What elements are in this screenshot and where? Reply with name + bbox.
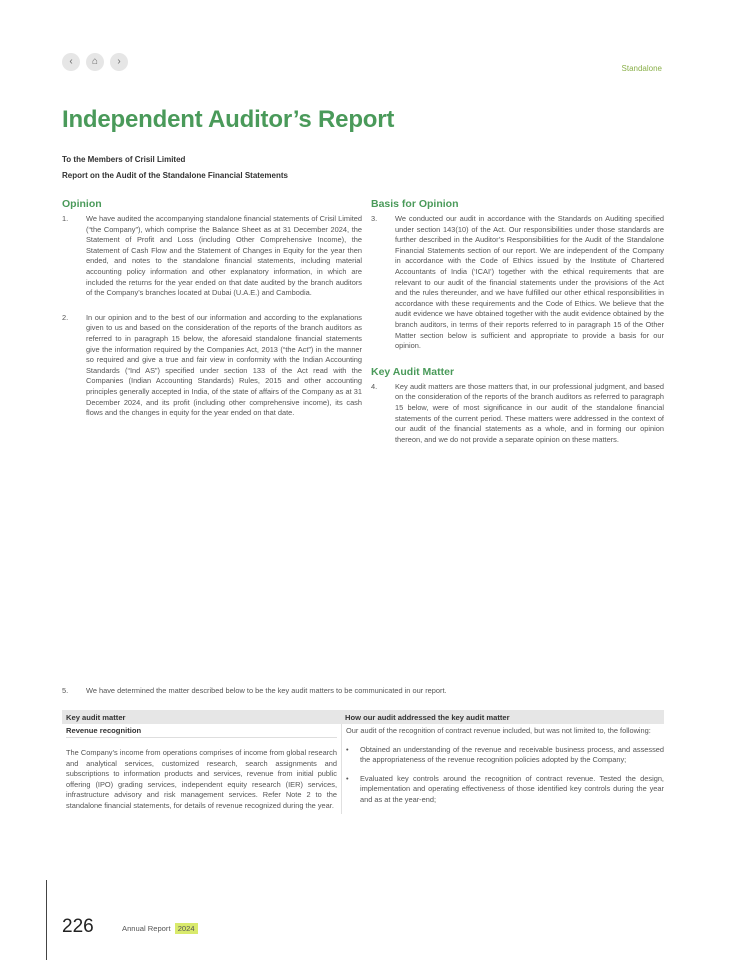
paragraph-text: We conducted our audit in accordance with the Standards on Auditing specified under section 143(10) of the Act. Our responsibilities under those standards are further described in the Auditor’s Responsibilities for the Audit of the Standalone Financial Statements section of our report. We are independent of the Company in accordance with the Code of Ethics issued by the Institute of Chartered Accountants of India (‘ICAI’) together with the ethical requirements that are relevant to our audit of the financial statements under the provisions of the Act and the rules thereunder, and we have fulfilled our other ethical responsibilities in accordance with these requirements and the Code of Ethics. We believe that the audit evidence we have obtained together with the audit evidence obtained by the branch auditors, in terms of their reports referred to in paragraph 15 of the Other Matter section below is sufficient and appropriate to provide a basis for our opinion. xyxy=(395,214,664,351)
bullet-icon: • xyxy=(346,773,349,783)
paragraph-number: 4. xyxy=(371,381,378,391)
list-item: • Obtained an understanding of the revenue and receivable business process, and assessed the appropriateness of the revenue recognition policies adopted by the Company; xyxy=(346,744,664,765)
left-column xyxy=(62,198,362,419)
paragraph-2 xyxy=(62,313,362,419)
report-intro xyxy=(62,152,288,184)
column-header: Key audit matter xyxy=(66,712,126,722)
bullet-icon: • xyxy=(346,744,349,754)
paragraph-text: Key audit matters are those matters that, in our professional judgment, and based on the consideration of the reports of the branch auditors as referred to paragraph 15 below, were of most significance in our audit of the standalone financial statements of the current period. These matters were addressed in the context of our audit of the financial statements as a whole, and in forming our opinion thereon, and we do not provide a separate opinion on these matters. xyxy=(395,381,664,444)
chevron-left-icon[interactable]: ‹ xyxy=(62,53,80,71)
paragraph-number: 5. xyxy=(62,686,69,695)
addressee: To the Members of Crisil Limited xyxy=(62,155,186,164)
table-cell xyxy=(62,724,341,814)
column-header: How our audit addressed the key audit matter xyxy=(345,712,510,722)
paragraph-5 xyxy=(62,686,664,695)
home-icon[interactable]: ⌂ xyxy=(86,53,104,71)
table-row xyxy=(62,724,664,814)
key-audit-matter-table xyxy=(62,710,664,814)
report-subtitle: Report on the Audit of the Standalone Financial Statements xyxy=(62,171,288,180)
page-number: 226 xyxy=(62,916,94,937)
opinion-heading: Opinion xyxy=(62,198,102,210)
paragraph-text: In our opinion and to the best of our information and according to the explanations given to us and based on the consideration of the reports of the branch auditors as referred to in paragraph 15 below, the aforesaid standalone financial statements give the information required by the Companies Act, 2013 (“the Act”) in the manner so required and give a true and fair view in conformity with the Indian Accounting Standards (“Ind AS”) specified under section 133 of the Act read with the Companies (Indian Accounting Standards) Rules, 2015 and other accounting principles generally accepted in India, of the state of affairs of the Company as at 31 December 2024, and its profit (including other comprehensive income), its cash flows and the changes in equity for the year ended on that date. xyxy=(86,312,362,418)
basis-heading: Basis for Opinion xyxy=(371,198,459,210)
paragraph-1 xyxy=(62,214,362,299)
footer-divider xyxy=(46,880,47,960)
chevron-right-icon[interactable]: › xyxy=(110,53,128,71)
paragraph-number: 3. xyxy=(371,214,378,223)
paragraph-text: We have audited the accompanying standalone financial statements of Crisil Limited (“the Company”), which comprise the Balance Sheet as at 31 December 2024, the Statement of Profit and Loss (including Other Comprehensive Income), the Statement of Cash Flow and the Statement of Changes in Equity for the year then ended, and notes to the standalone financial statements, including material accounting policy information and other explanatory information, in which are included the returns for the year ended on that date audited by the branch auditors of the Company’s branches located at Dubai (U.A.E.) and Cambodia. xyxy=(86,214,362,298)
paragraph-4 xyxy=(371,382,664,446)
report-year: 2024 xyxy=(175,923,198,934)
key-audit-matter-heading: Key Audit Matter xyxy=(371,365,455,378)
matter-description: The Company’s income from operations comprises of income from global research and analytical services, customized research, search assignments and subscriptions to information products and services, revenue from initial public offering (IPO) grading services, independent equity research (IER) services, infrastructure advisory and risk management services. Refer Note 2 to the standalone financial statements, for details of revenue recognized during the year. xyxy=(66,748,337,810)
paragraph-text: We have determined the matter described below to be the key audit matters to be communicated in our report. xyxy=(86,686,447,695)
report-name: Annual Report xyxy=(122,924,171,933)
right-column xyxy=(371,198,664,445)
list-item: • Evaluated key controls around the recognition of contract revenue. Tested the design, implementation and operating effectiveness of those identified key controls during the year and as at the year-end; xyxy=(346,773,664,804)
paragraph-3 xyxy=(371,214,664,352)
table-cell xyxy=(341,724,664,814)
page-navigation xyxy=(62,53,128,71)
paragraph-number: 1. xyxy=(62,214,69,223)
page-title: Independent Auditor’s Report xyxy=(62,106,395,133)
procedures-intro: Our audit of the recognition of contract revenue included, but was not limited to, the following: xyxy=(346,726,651,735)
footer-label xyxy=(122,924,198,933)
paragraph-number: 2. xyxy=(62,312,69,322)
matter-title: Revenue recognition xyxy=(66,724,337,738)
table-header xyxy=(62,710,664,724)
section-tag: Standalone xyxy=(621,64,662,73)
